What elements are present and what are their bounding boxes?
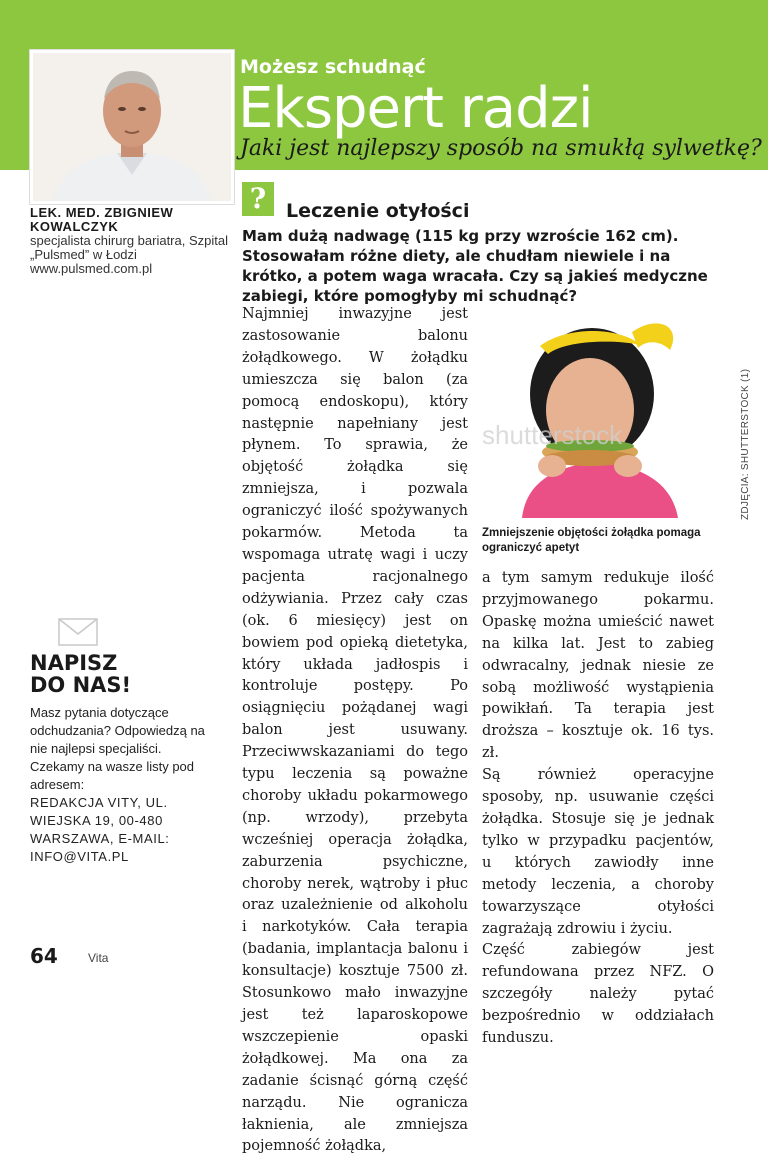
contact-text: Masz pytania dotyczące odchudzania? Odpowiedzą na nie najlepsi specjaliści. Czekamy na wasze listy pod adresem: <box>30 705 205 792</box>
envelope-icon <box>58 618 98 646</box>
page-title: Ekspert radzi <box>238 76 593 141</box>
question-text: Mam dużą nadwagę (115 kg przy wzroście 162 cm). Stosowałam różne diety, ale chudłam niewiele i na krótko, a potem waga wracała. Czy są jakieś medyczne zabiegi, które pomogłyby mi schudnąć? <box>242 227 708 305</box>
expert-role: specjalista chirurg bariatra, Szpital „Pulsmed” w Łodzi <box>30 233 228 262</box>
photo-woman-eating <box>482 306 714 518</box>
photo-caption: Zmniejszenie objętości żołądka pomaga ograniczyć apetyt <box>482 527 701 554</box>
answer-paragraph: a tym samym redukuje ilość przyjmowanego pokarmu. Opaskę można umieścić nawet na kilka lat. Jest to zabieg odwracalny, jednak niesie ze sobą możliwość wystąpienia powikłań. Ta terapia jest droższa – kosztuje ok. 16 tys. zł. <box>482 570 714 762</box>
magazine-name: Vita <box>88 951 109 965</box>
contact-box <box>30 652 230 866</box>
photo-credit: ZDJĘCIA: SHUTTERSTOCK (1) <box>740 368 751 520</box>
header-kicker: Możesz schudnąć <box>240 56 426 78</box>
question-title: Leczenie otyłości <box>286 200 470 222</box>
answer-column-1: Najmniej inwazyjne jest zastosowanie balonu żołądkowego. W żołądku umieszcza się balon (za pomocą endoskopu), który następnie napełniany jest płynem. To sprawia, że objętość żołądka się zmniejsza, i pozwala ograniczyć ilość spożywanych pokarmów. Metoda ta wspomaga utratę wagi i uczy pacjenta racjonalnego odżywiania. Przez cały czas (ok. 6 miesięcy) jest on bowiem pod opieką dietetyka, który układa jadłospis i kontroluje postępy. Po osiągnięciu pożądanej wagi balon jest usuwany. Przeciwwskazaniami do tego typu leczenia są poważne choroby układu pokarmowego (np. wrzody), przebyta wcześniej operacja żołądka, zaburzenia psychiczne, choroby nerek, wątroby i płuc oraz uzależnienie od alkoholu i narkotyków. Cała terapia (badania, implantacja balonu i konsultacje) kosztuje 7500 zł. Stosunkowo mało inwazyjne jest też laparoskopowe wszczepienie opaski żołądkowej. Ma ona za zadanie ścisnąć górną część narządu. Nie ogranicza łaknienia, ale zmniejsza pojemność żołądka, <box>242 306 468 1155</box>
contact-address: REDAKCJA VITY, UL. WIEJSKA 19, 00-480 WARSZAWA, E-MAIL: INFO@VITA.PL <box>30 795 170 864</box>
answer-column-2 <box>482 568 714 1050</box>
expert-name: LEK. MED. ZBIGNIEW KOWALCZYK <box>30 205 174 234</box>
page-subtitle: Jaki jest najlepszy sposób na smukłą sylwetkę? <box>240 136 762 161</box>
expert-website: www.pulsmed.com.pl <box>30 261 153 276</box>
expert-portrait <box>30 50 234 204</box>
question-mark-icon: ? <box>242 182 274 216</box>
page-number: 64 <box>30 944 58 968</box>
contact-heading: NAPISZ DO NAS! <box>30 651 132 697</box>
expert-info <box>30 206 240 276</box>
answer-paragraph: Część zabiegów jest refundowana przez NFZ. O szczegóły należy pytać bezpośrednio w oddziałach funduszu. <box>482 942 714 1047</box>
answer-paragraph: Są również operacyjne sposoby, np. usuwanie części żołądka. Stosuje się je jednak tylko w przypadku pacjentów, u których zawiodły inne metody leczenia, a choroby towarzyszące otyłości zagrażają zdrowiu i życiu. <box>482 767 714 937</box>
photo-watermark: shutterstock <box>482 420 623 450</box>
